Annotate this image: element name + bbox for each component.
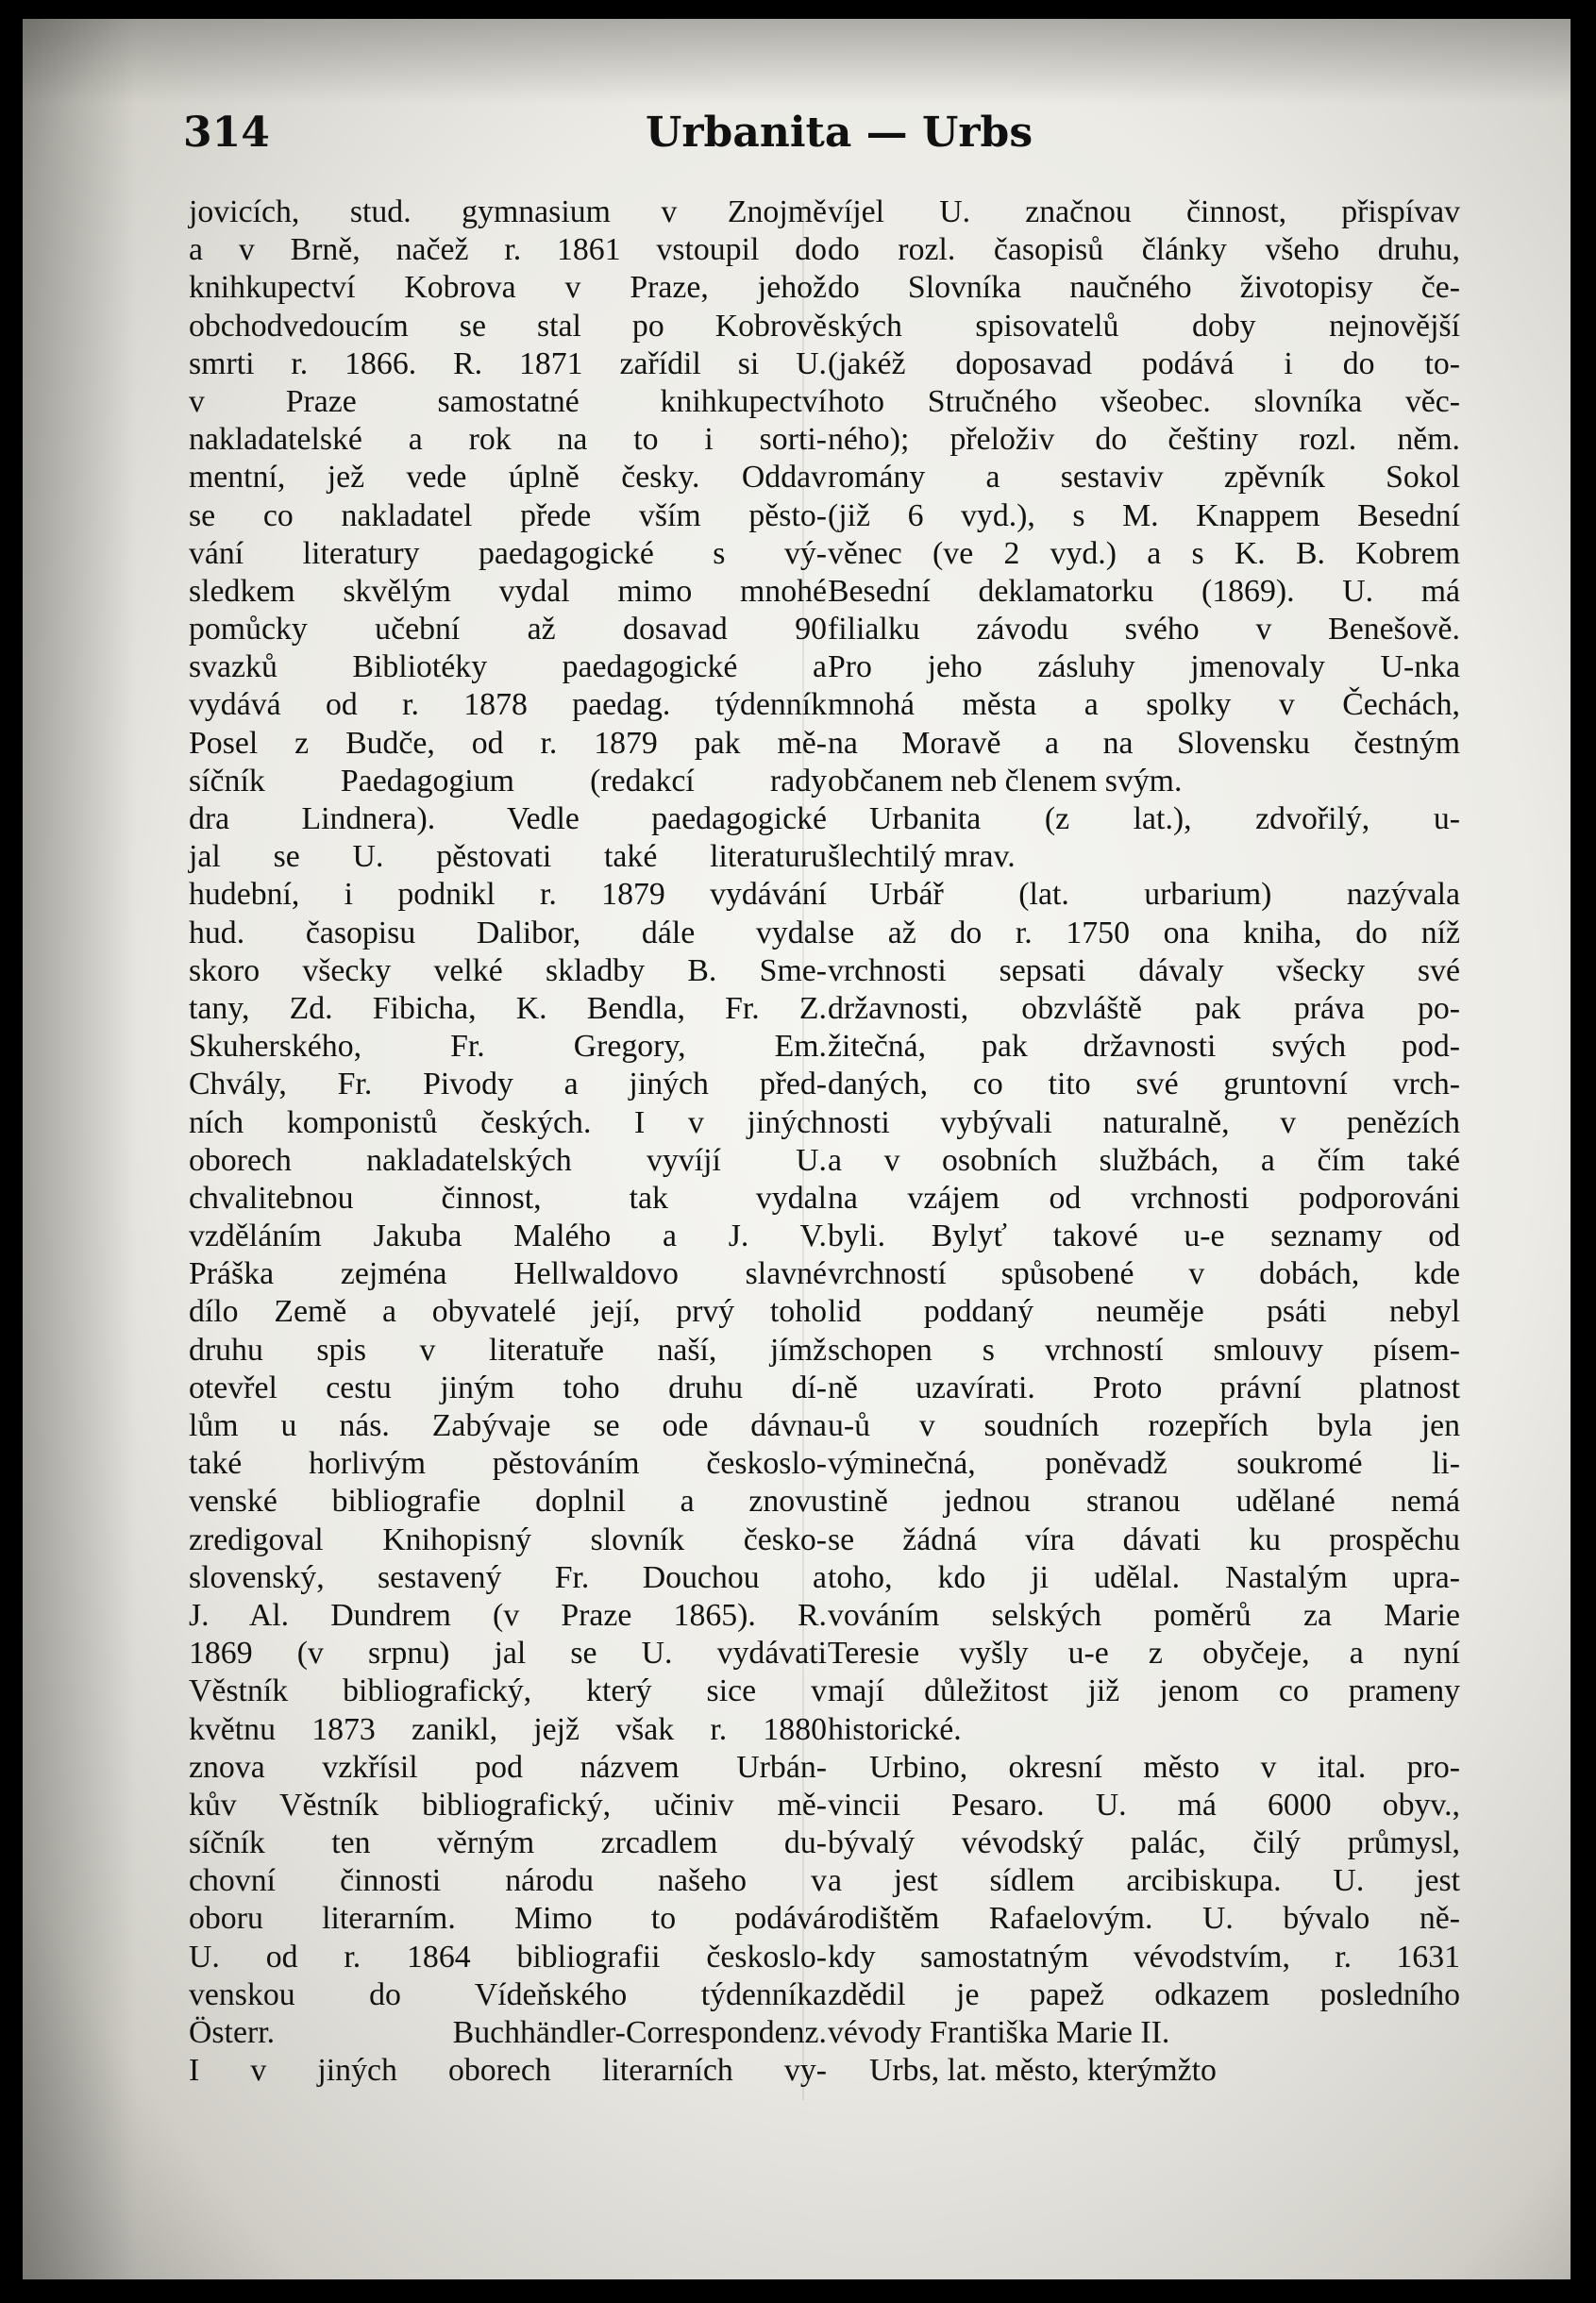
page-header [183,90,1486,175]
text-line: historické. [828,1711,962,1747]
text-line: Urbář (lat. urbarium) nazývala [869,877,1460,913]
text-line: síčník Paedagogium (redakcí rady [189,763,827,798]
text-line: nosti vybývali naturalně, v penězích [828,1104,1460,1140]
text-line: dra Lindnera). Vedle paedagogické [189,801,827,836]
text-line: druhu spis v literatuře naší, jímž [189,1332,827,1368]
text-line: znova vzkřísil pod názvem Urbán- [189,1749,827,1785]
text-line: ného); přeloživ do češtiny rozl. něm. [828,422,1460,458]
text-line: a v Brně, načež r. 1861 vstoupil do [189,232,827,268]
text-line: Posel z Budče, od r. 1879 pak mě- [189,725,827,761]
text-line: venskou do Vídeňského týdenníka [189,1976,827,2012]
text-line: a v osobních službách, a čím také [828,1142,1460,1178]
text-line: také horlivým pěstováním českoslo- [189,1446,827,1482]
text-line: J. Al. Dundrem (v Praze 1865). R. [189,1597,827,1633]
text-line: Pro jeho zásluhy jmenovaly U-nka [828,649,1460,685]
text-line: obchodvedoucím se stal po Kobrově [189,308,827,344]
text-line: otevřel cestu jiným toho druhu dí- [189,1370,827,1405]
text-line: jovicích, stud. gymnasium v Znojmě [189,194,827,229]
text-line: vrchnosti sepsati dávaly všecky své [828,952,1460,988]
text-line: vydává od r. 1878 paedag. týdenník [189,687,827,723]
right-text-column [828,193,1460,2090]
text-line: schopen s vrchností smlouvy písem- [828,1332,1460,1368]
text-line: lid poddaný neuměje psáti nebyl [828,1294,1460,1330]
text-line: pomůcky učební až dosavad 90 [189,612,827,647]
text-line: Chvály, Fr. Pivody a jiných před- [189,1067,827,1102]
text-line: slovenský, sestavený Fr. Douchou a [189,1559,827,1595]
text-line: kův Věstník bibliografický, učiniv mě- [189,1787,827,1823]
text-line: Práška zejména Hellwaldovo slavné [189,1256,827,1292]
text-line: mnohá města a spolky v Čechách, [828,687,1460,723]
text-line: stině jednou stranou udělané nemá [828,1484,1460,1520]
text-line: v Praze samostatné knihkupectví [189,383,827,419]
text-line: chvalitebnou činnost, tak vydal [189,1180,827,1216]
text-line: vováním selských poměrů za Marie [828,1597,1460,1633]
text-line: víjel U. značnou činnost, přispívav [828,194,1460,229]
left-text-column [189,193,827,2090]
text-line: Urbino, okresní město v ital. pro- [869,1749,1460,1785]
text-line: tany, Zd. Fibicha, K. Bendla, Fr. Z. [189,990,827,1026]
text-line: do Slovníka naučného životopisy če- [828,270,1460,306]
text-line: (jakéž doposavad podává i do to- [828,345,1460,381]
text-line: věnec (ve 2 vyd.) a s K. B. Kobrem [828,535,1460,571]
text-line: zredigoval Knihopisný slovník česko- [189,1521,827,1557]
text-line: kdy samostatným vévodstvím, r. 1631 [828,1939,1460,1975]
text-line: byli. Bylyť takové u-e seznamy od [828,1219,1460,1254]
text-line: ně uzavírati. Proto právní platnost [828,1370,1460,1405]
text-line: rodištěm Rafaelovým. U. bývalo ně- [828,1901,1460,1937]
text-line: I v jiných oborech literarních vy- [189,2053,827,2089]
text-line: mentní, jež vede úplně česky. Oddav [189,460,827,496]
text-line: filialku závodu svého v Benešově. [828,612,1460,647]
text-line: daných, co tito své gruntovní vrch- [828,1067,1460,1102]
text-line: zdědil je papež odkazem posledního [828,1976,1460,2012]
text-line: Teresie vyšly u-e z obyčeje, a nyní [828,1636,1460,1672]
text-line: toho, kdo ji udělal. Nastalým upra- [828,1559,1460,1595]
text-line: na vzájem od vrchnosti podporováni [828,1180,1460,1216]
text-line: svazků Bibliotéky paedagogické a [189,649,827,685]
text-line: lům u nás. Zabývaje se ode dávna [189,1408,827,1443]
text-line: síčník ten věrným zrcadlem du- [189,1825,827,1861]
text-line: dílo Země a obyvatelé její, prvý toho [189,1294,827,1330]
text-line: jal se U. pěstovati také literaturu [189,839,827,875]
text-line: romány a sestaviv zpěvník Sokol [828,460,1460,496]
text-line: državnosti, obzvláště pak práva po- [828,990,1460,1026]
text-line: (již 6 vyd.), s M. Knappem Besední [828,497,1460,533]
text-line: se co nakladatel přede vším pěsto- [189,497,827,533]
text-line: knihkupectví Kobrova v Praze, jehož [189,270,827,306]
text-line: se až do r. 1750 ona kniha, do níž [828,915,1460,950]
text-line: bývalý vévodský palác, čilý průmysl, [828,1825,1460,1861]
text-line: u-ů v soudních rozepřích byla jen [828,1408,1460,1443]
text-line: chovní činnosti národu našeho v [189,1863,827,1899]
text-line: občanem neb členem svým. [828,763,1183,798]
scan-shadow-left [23,19,136,2279]
text-line: do rozl. časopisů články všeho druhu, [828,232,1460,268]
text-line: mají důležitost již jenom co prameny [828,1673,1460,1709]
text-line: 1869 (v srpnu) jal se U. vydávati [189,1636,827,1672]
text-line: nakladatelské a rok na to i sorti- [189,422,827,458]
text-line: vévody Františka Marie II. [828,2015,1170,2050]
text-line: Skuherského, Fr. Gregory, Em. [189,1029,827,1065]
text-line: Urbs, lat. město, kterýmžto [869,2053,1217,2089]
text-line: vrchností spůsobené v dobách, kde [828,1256,1460,1292]
text-line: skoro všecky velké skladby B. Sme- [189,952,827,988]
text-line: ských spisovatelů doby nejnovější [828,308,1460,344]
text-line: šlechtilý mrav. [828,839,1016,875]
text-line: vincii Pesaro. U. má 6000 obyv., [828,1787,1460,1823]
text-line: Besední deklamatorku (1869). U. má [828,573,1460,609]
text-line: se žádná víra dávati ku prospěchu [828,1521,1460,1557]
text-line: oborech nakladatelských vyvíjí U. [189,1142,827,1178]
text-line: U. od r. 1864 bibliografii českoslo- [189,1939,827,1975]
text-line: smrti r. 1866. R. 1871 zařídil si U. [189,345,827,381]
text-line: a jest sídlem arcibiskupa. U. jest [828,1863,1460,1899]
text-line: sledkem skvělým vydal mimo mnohé [189,573,827,609]
page-number: 314 [183,109,270,157]
text-line: hoto Stručného všeobec. slovníka věc- [828,383,1460,419]
text-line: květnu 1873 zanikl, jejž však r. 1880 [189,1711,827,1747]
text-line: na Moravě a na Slovensku čestným [828,725,1460,761]
running-title: Urbanita — Urbs [646,109,1033,157]
text-line: ních komponistů českých. I v jiných [189,1104,827,1140]
text-line: vání literatury paedagogické s vý- [189,535,827,571]
text-line: Österr. Buchhändler-Correspondenz. [189,2015,827,2050]
text-line: oboru literarním. Mimo to podává [189,1901,827,1937]
text-line: venské bibliografie doplnil a znovu [189,1484,827,1520]
text-line: výminečná, poněvadž soukromé li- [828,1446,1460,1482]
text-line: vzděláním Jakuba Malého a J. V. [189,1219,827,1254]
text-line: hudební, i podnikl r. 1879 vydávání [189,877,827,913]
text-line: hud. časopisu Dalibor, dále vydal [189,915,827,950]
text-line: žitečná, pak državnosti svých pod- [828,1029,1460,1065]
text-line: Urbanita (z lat.), zdvořilý, u- [869,801,1460,836]
text-line: Věstník bibliografický, který sice v [189,1673,827,1709]
scanned-page [23,19,1571,2279]
